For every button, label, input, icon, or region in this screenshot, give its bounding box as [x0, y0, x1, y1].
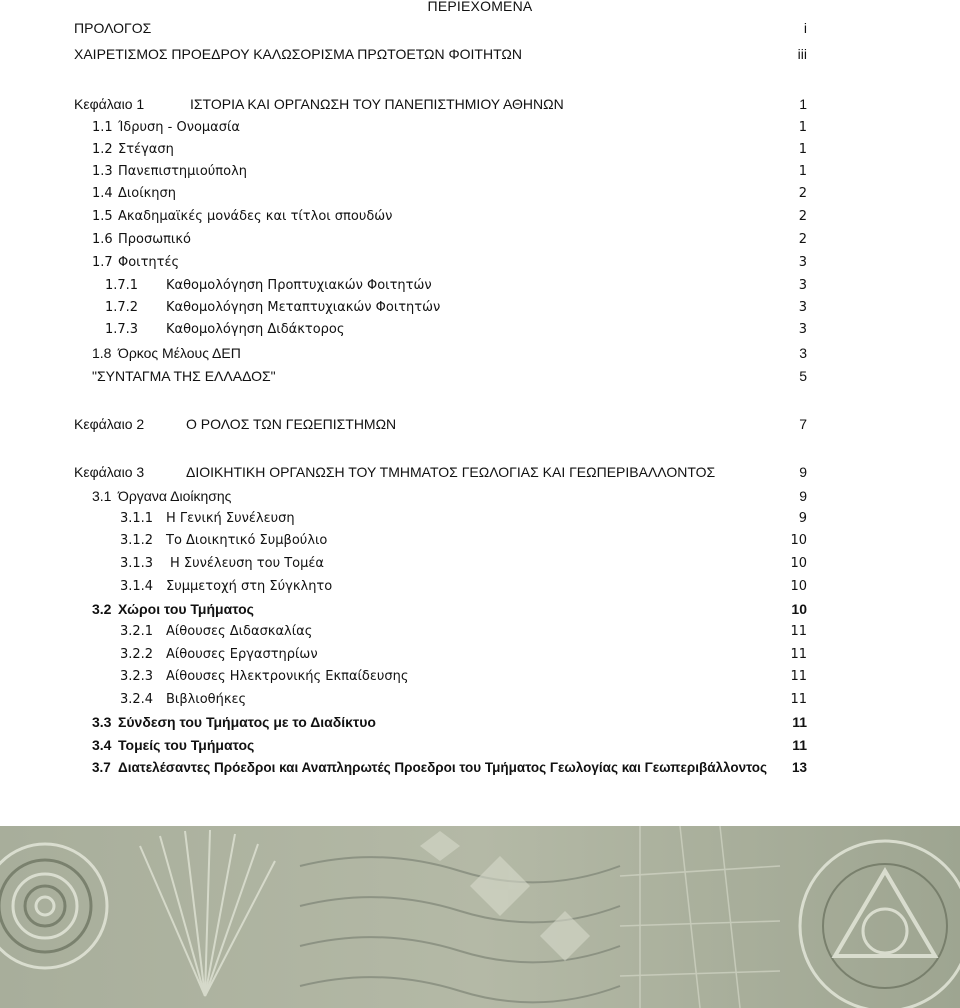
toc-entry-page: iii [797, 46, 807, 62]
toc-section-3-2[interactable] [0, 599, 960, 619]
section-number: 1.7.2 [105, 300, 139, 315]
section-number: 3.2.1 [120, 624, 154, 639]
toc-chapter-3[interactable] [0, 462, 960, 482]
toc-entry-page: i [803, 20, 807, 36]
toc-section-3-1-4[interactable] [0, 577, 960, 597]
toc-section-3-3[interactable] [0, 712, 960, 732]
section-number: 3.2.4 [120, 692, 154, 707]
toc-chapter-2[interactable] [0, 414, 960, 434]
section-number: 1.5 [92, 209, 113, 224]
toc-section-1-3[interactable] [0, 162, 960, 182]
chapter-title: ΔΙΟΙΚΗΤΙΚΗ ΟΡΓΑΝΩΣΗ ΤΟΥ ΤΜΗΜΑΤΟΣ ΓΕΩΛΟΓΙΑΣ ΚΑΙ ΓΕΩΠΕΡΙΒΑΛΛΟΝΤΟΣ [186, 464, 716, 480]
section-title: Όργανα Διοίκησης [118, 488, 232, 504]
chapter-page: 7 [799, 416, 807, 432]
toc-section-constitution[interactable] [0, 366, 960, 386]
section-title: Αίθουσες Εργαστηρίων [166, 647, 318, 662]
section-title: Βιβλιοθήκες [166, 692, 247, 707]
section-title: Αίθουσες Ηλεκτρονικής Εκπαίδευσης [166, 669, 409, 684]
section-number: 3.1.4 [120, 579, 154, 594]
section-page: 11 [790, 624, 807, 639]
section-number: 3.1.3 [120, 556, 154, 571]
toc-section-1-7-2[interactable] [0, 298, 960, 318]
section-title: Αίθουσες Διδασκαλίας [166, 624, 313, 639]
section-page: 3 [798, 278, 807, 293]
section-page: 2 [798, 186, 807, 201]
chapter-label: Κεφάλαιο 2 [74, 416, 145, 432]
section-number: 1.2 [92, 142, 113, 157]
section-title: Καθομολόγηση Διδάκτορος [166, 322, 345, 337]
section-number: 1.7.3 [105, 322, 139, 337]
section-title: Το Διοικητικό Συμβούλιο [166, 533, 328, 548]
section-page: 9 [799, 488, 807, 504]
section-title: Όρκος Μέλους ΔΕΠ [118, 345, 241, 361]
section-page: 3 [798, 322, 807, 337]
page-title: ΠΕΡΙΕΧΟΜΕΝΑ [427, 0, 533, 14]
section-title: Διατελέσαντες Πρόεδροι και Αναπληρωτές Προεδροι του Τμήματος Γεωλογίας και Γεωπεριβάλλοντος [118, 760, 768, 775]
toc-section-3-7[interactable] [0, 758, 960, 778]
geology-banner-image [0, 826, 960, 1008]
section-page: 11 [790, 669, 807, 684]
toc-section-3-2-3[interactable] [0, 667, 960, 687]
section-number: 1.4 [92, 186, 113, 201]
section-title: Ακαδημαϊκές μονάδες και τίτλοι σπουδών [118, 209, 393, 224]
section-number: 1.3 [92, 164, 113, 179]
section-title: Χώροι του Τμήματος [118, 601, 254, 617]
section-page: 1 [798, 120, 807, 135]
toc-chapter-1[interactable] [0, 94, 960, 114]
section-page: 3 [799, 345, 807, 361]
section-page: 11 [792, 714, 807, 730]
section-number: 3.7 [92, 760, 111, 775]
section-page: 1 [798, 142, 807, 157]
section-number: 3.1.2 [120, 533, 154, 548]
toc-section-3-2-1[interactable] [0, 622, 960, 642]
chapter-page: 9 [799, 464, 807, 480]
section-page: 1 [798, 164, 807, 179]
section-page: 13 [791, 760, 807, 775]
section-number: 3.1.1 [120, 511, 154, 526]
section-title: "ΣΥΝΤΑΓΜΑ ΤΗΣ ΕΛΛΑΔΟΣ" [92, 368, 276, 384]
section-page: 11 [792, 737, 807, 753]
section-page: 11 [790, 647, 807, 662]
section-page: 3 [798, 300, 807, 315]
toc-section-1-5[interactable] [0, 207, 960, 227]
section-page: 5 [799, 368, 807, 384]
toc-entry-greeting[interactable] [0, 44, 960, 64]
toc-entry-title: ΠΡΟΛΟΓΟΣ [74, 20, 152, 36]
section-title: Καθομολόγηση Μεταπτυχιακών Φοιτητών [166, 300, 441, 315]
section-title: Σύνδεση του Τμήματος με το Διαδίκτυο [118, 714, 376, 730]
section-page: 2 [798, 209, 807, 224]
section-number: 1.1 [92, 120, 113, 135]
section-page: 10 [790, 579, 807, 594]
section-title: Καθομολόγηση Προπτυχιακών Φοιτητών [166, 278, 432, 293]
section-number: 3.3 [92, 714, 112, 730]
section-number: 3.2.3 [120, 669, 154, 684]
section-title: Πανεπιστημιούπολη [118, 164, 248, 179]
chapter-title: ΙΣΤΟΡΙΑ ΚΑΙ ΟΡΓΑΝΩΣΗ ΤΟΥ ΠΑΝΕΠΙΣΤΗΜΙΟΥ ΑΘΗΝΩΝ [190, 96, 564, 112]
toc-section-1-8[interactable] [0, 343, 960, 363]
section-title: Φοιτητές [118, 255, 180, 270]
chapter-page: 1 [799, 96, 807, 112]
section-number: 3.2 [92, 601, 112, 617]
section-page: 10 [791, 601, 807, 617]
toc-section-3-2-4[interactable] [0, 690, 960, 710]
section-number: 1.7 [92, 255, 113, 270]
section-title: Διοίκηση [118, 186, 177, 201]
section-page: 3 [798, 255, 807, 270]
section-number: 3.4 [92, 737, 112, 753]
toc-section-3-2-2[interactable] [0, 645, 960, 665]
chapter-title: Ο ΡΟΛΟΣ ΤΩΝ ΓΕΩΕΠΙΣΤΗΜΩΝ [186, 416, 397, 432]
section-title: Η Γενική Συνέλευση [166, 511, 295, 526]
section-title: Ίδρυση - Ονομασία [118, 120, 240, 135]
section-title: Προσωπικό [118, 232, 191, 247]
toc-section-1-4[interactable] [0, 184, 960, 204]
banner-artwork [0, 826, 960, 1008]
chapter-label: Κεφάλαιο 1 [74, 96, 145, 112]
toc-entry-title: ΧΑΙΡΕΤΙΣΜΟΣ ΠΡΟΕΔΡΟΥ ΚΑΛΩΣΟΡΙΣΜΑ ΠΡΩΤΟΕΤΩΝ ΦΟΙΤΗΤΩΝ [74, 46, 522, 62]
toc-section-1-2[interactable] [0, 140, 960, 160]
toc-section-3-1[interactable] [0, 486, 960, 506]
section-title: Στέγαση [118, 142, 174, 157]
toc-section-3-1-3[interactable] [0, 554, 960, 574]
toc-section-3-4[interactable] [0, 735, 960, 755]
toc-section-1-7[interactable] [0, 253, 960, 273]
section-title: Τομείς του Τμήματος [118, 737, 255, 753]
toc-section-1-6[interactable] [0, 230, 960, 250]
section-number: 1.7.1 [105, 278, 139, 293]
toc-entry-prologue[interactable] [0, 18, 960, 38]
section-page: 9 [798, 511, 807, 526]
section-number: 1.6 [92, 232, 113, 247]
section-title: Συμμετοχή στη Σύγκλητο [166, 579, 333, 594]
section-page: 2 [798, 232, 807, 247]
section-page: 10 [790, 556, 807, 571]
chapter-label: Κεφάλαιο 3 [74, 464, 145, 480]
section-number: 3.1 [92, 488, 112, 504]
toc-section-1-7-3[interactable] [0, 320, 960, 340]
toc-section-1-1[interactable] [0, 118, 960, 138]
toc-section-3-1-1[interactable] [0, 509, 960, 529]
section-page: 10 [790, 533, 807, 548]
section-number: 1.8 [92, 345, 112, 361]
toc-section-3-1-2[interactable] [0, 531, 960, 551]
section-number: 3.2.2 [120, 647, 154, 662]
section-page: 11 [790, 692, 807, 707]
section-title: Η Συνέλευση του Τομέα [170, 556, 324, 571]
toc-section-1-7-1[interactable] [0, 276, 960, 296]
